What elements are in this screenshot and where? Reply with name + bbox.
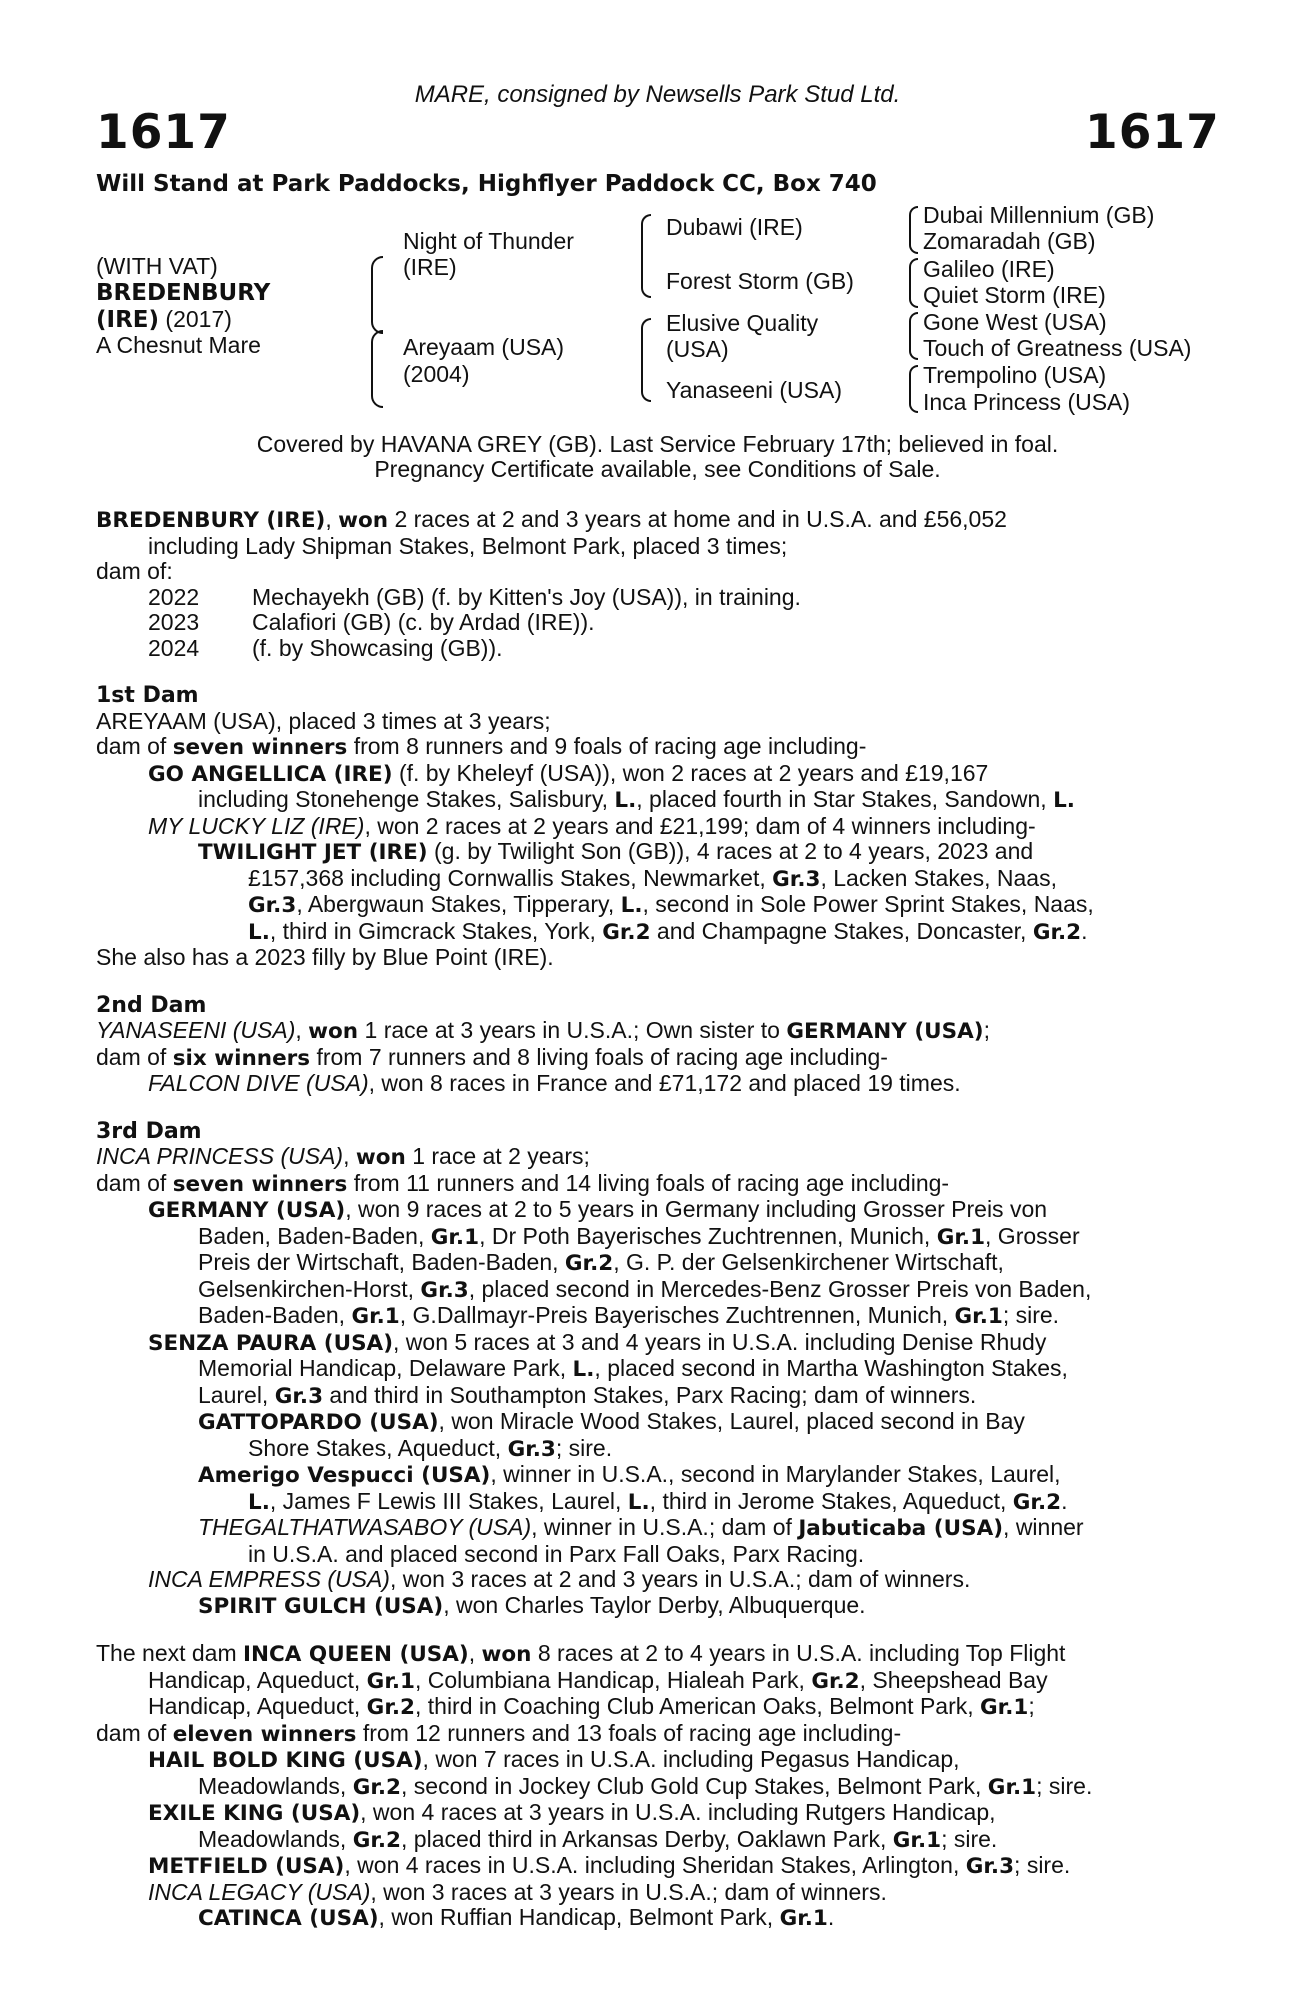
go-angellica-line: GO ANGELLICA (IRE) (f. by Kheleyf (USA)), won 2 races at 2 years and £19,167 xyxy=(148,759,989,787)
brace-dam-line xyxy=(641,318,651,402)
twilight-jet-line: TWILIGHT JET (IRE) (g. by Twilight Son (GB)), 4 races at 2 to 4 years, 2023 and xyxy=(198,838,1034,865)
ggs-4: Trempolino (USA) xyxy=(923,362,1107,388)
dam-of-label: dam of: xyxy=(96,558,173,584)
sire-dam: Forest Storm (GB) xyxy=(666,268,854,294)
brace-g2 xyxy=(909,258,918,308)
second-dam-line: YANASEENI (USA), won 1 race at 3 years in U.S.A.; Own sister to GERMANY (USA); xyxy=(96,1017,990,1044)
sire: Night of Thunder xyxy=(403,228,574,254)
first-dam-line: AREYAAM (USA), placed 3 times at 3 years; xyxy=(96,707,551,734)
horse-description: A Chesnut Mare xyxy=(96,332,261,358)
spirit-gulch-line: SPIRIT GULCH (USA), won Charles Taylor Derby, Albuquerque. xyxy=(198,1591,866,1619)
germany-cont-1: Baden, Baden-Baden, Gr.1, Dr Poth Bayerisches Zuchtrennen, Munich, Gr.1, Grosser xyxy=(198,1222,1080,1250)
hail-bold-king-line: HAIL BOLD KING (USA), won 7 races in U.S.A. including Pegasus Handicap, xyxy=(148,1746,960,1773)
second-dam-heading: 2nd Dam xyxy=(96,992,207,1018)
twilight-jet-cont-1: £157,368 including Cornwallis Stakes, Newmarket, Gr.3, Lacken Stakes, Naas, xyxy=(248,864,1057,892)
twilight-jet-cont-3: L., third in Gimcrack Stakes, York, Gr.2 and Champagne Stakes, Doncaster, Gr.2. xyxy=(248,917,1088,945)
amerigo-vespucci-cont: L., James F Lewis III Stakes, Laurel, L., third in Jerome Stakes, Aqueduct, Gr.2. xyxy=(248,1487,1068,1515)
dam-year: (2004) xyxy=(403,361,470,387)
senza-paura-line: SENZA PAURA (USA), won 5 races at 3 and 4 years in U.S.A. including Denise Rhudy xyxy=(148,1328,1047,1356)
sire-origin: (IRE) xyxy=(403,254,457,280)
first-dam-summary: dam of seven winners from 8 runners and 9 foals of racing age including- xyxy=(96,733,867,760)
dam-dam: Yanaseeni (USA) xyxy=(666,377,842,403)
thegalthatwasaboy-cont: in U.S.A. and placed second in Parx Fall Oaks, Parx Racing. xyxy=(248,1540,865,1567)
second-dam-summary: dam of six winners from 7 runners and 8 living foals of racing age including- xyxy=(96,1043,888,1071)
foal-text: Calafiori (GB) (c. by Ardad (IRE)). xyxy=(252,609,595,635)
section-gap xyxy=(96,1619,1208,1641)
dam: Areyaam (USA) xyxy=(403,334,565,360)
ggd-2: Quiet Storm (IRE) xyxy=(923,282,1106,308)
hail-bold-king-cont: Meadowlands, Gr.2, second in Jockey Club Gold Cup Stakes, Belmont Park, Gr.1; sire. xyxy=(198,1772,1093,1800)
twilight-jet-cont-2: Gr.3, Abergwaun Stakes, Tipperary, L., second in Sole Power Sprint Stakes, Naas, xyxy=(248,891,1094,918)
ggs-3: Gone West (USA) xyxy=(923,309,1107,335)
ggs-2: Galileo (IRE) xyxy=(923,256,1055,282)
go-angellica-cont: including Stonehenge Stakes, Salisbury, L., placed fourth in Star Stakes, Sandown, L. xyxy=(198,786,1075,813)
dam-sire-origin: (USA) xyxy=(666,336,729,362)
next-dam-cont-1: Handicap, Aqueduct, Gr.1, Columbiana Handicap, Hialeah Park, Gr.2, Sheepshead Bay xyxy=(148,1666,1048,1694)
germany-cont-3: Gelsenkirchen-Horst, Gr.3, placed second in Mercedes-Benz Grosser Preis von Baden, xyxy=(198,1275,1092,1303)
horse-name: BREDENBURY xyxy=(96,280,271,306)
stabling-location: Will Stand at Park Paddocks, Highflyer Paddock CC, Box 740 xyxy=(96,171,877,197)
foal-year: 2024 xyxy=(148,634,200,661)
senza-paura-cont-2: Laurel, Gr.3 and third in Southampton Stakes, Parx Racing; dam of winners. xyxy=(198,1381,977,1409)
ggd-3: Touch of Greatness (USA) xyxy=(923,335,1192,361)
germany-line: GERMANY (USA), won 9 races at 2 to 5 years in Germany including Grosser Preis von xyxy=(148,1196,1048,1223)
next-dam-cont-2: Handicap, Aqueduct, Gr.2, third in Coaching Club American Oaks, Belmont Park, Gr.1; xyxy=(148,1693,1035,1720)
metfield-line: METFIELD (USA), won 4 races in U.S.A. including Sheridan Stakes, Arlington, Gr.3; sire. xyxy=(148,1852,1071,1879)
brace-dam xyxy=(371,330,383,408)
brace-g1 xyxy=(909,206,918,254)
thegalthatwasaboy-line: THEGALTHATWASABOY (USA), winner in U.S.A.; dam of Jabuticaba (USA), winner xyxy=(198,1514,1084,1541)
exile-king-line: EXILE KING (USA), won 4 races at 3 years in U.S.A. including Rutgers Handicap, xyxy=(148,1799,996,1826)
brace-g4 xyxy=(909,365,918,413)
catinca-line: CATINCA (USA), won Ruffian Handicap, Belmont Park, Gr.1. xyxy=(198,1904,835,1931)
produce-record: BREDENBURY (IRE), won 2 races at 2 and 3 years at home and in U.S.A. and £56,052 xyxy=(96,506,1007,533)
germany-cont-2: Preis der Wirtschaft, Baden-Baden, Gr.2, G. P. der Gelsenkirchener Wirtschaft, xyxy=(198,1249,1004,1276)
next-dam-summary: dam of eleven winners from 12 runners and 13 foals of racing age including- xyxy=(96,1719,902,1747)
brace-sire-line xyxy=(641,214,651,298)
first-dam-heading: 1st Dam xyxy=(96,683,199,708)
my-lucky-liz-line: MY LUCKY LIZ (IRE), won 2 races at 2 years and £21,199; dam of 4 winners including- xyxy=(148,812,1036,839)
third-dam-heading: 3rd Dam xyxy=(96,1118,202,1144)
foal-year: 2022 xyxy=(148,583,200,610)
covering-line-2: Pregnancy Certificate available, see Conditions of Sale. xyxy=(374,456,941,482)
brace-g3 xyxy=(909,312,918,360)
exile-king-cont: Meadowlands, Gr.2, placed third in Arkansas Derby, Oaklawn Park, Gr.1; sire. xyxy=(198,1825,998,1853)
ggs-1: Dubai Millennium (GB) xyxy=(923,202,1155,228)
produce-record-cont: including Lady Shipman Stakes, Belmont Park, placed 3 times; xyxy=(148,532,788,559)
senza-paura-cont-1: Memorial Handicap, Delaware Park, L., placed second in Martha Washington Stakes, xyxy=(198,1355,1068,1382)
brace-sire xyxy=(371,256,383,334)
sire-sire: Dubawi (IRE) xyxy=(666,214,803,240)
foal-text: Mechayekh (GB) (f. by Kitten's Joy (USA)), in training. xyxy=(252,583,801,610)
covering-line-1: Covered by HAVANA GREY (GB). Last Service February 17th; believed in foal. xyxy=(256,431,1059,457)
ggd-4: Inca Princess (USA) xyxy=(923,389,1131,415)
produce-list xyxy=(148,585,1208,662)
gattopardo-line: GATTOPARDO (USA), won Miracle Wood Stakes, Laurel, placed second in Bay xyxy=(198,1408,1025,1435)
inca-legacy-line: INCA LEGACY (USA), won 3 races at 3 years in U.S.A.; dam of winners. xyxy=(148,1878,887,1905)
foal-text: (f. by Showcasing (GB)). xyxy=(252,634,503,661)
covering-note xyxy=(0,432,1315,482)
gattopardo-cont: Shore Stakes, Aqueduct, Gr.3; sire. xyxy=(248,1434,613,1462)
third-dam-line: INCA PRINCESS (USA), won 1 race at 2 years; xyxy=(96,1143,590,1170)
lot-number-left: 1617 xyxy=(96,105,231,160)
vat-label: (WITH VAT) xyxy=(96,253,218,279)
lot-number-right: 1617 xyxy=(1085,105,1220,160)
next-dam-line: The next dam INCA QUEEN (USA), won 8 races at 2 to 4 years in U.S.A. including Top Flight xyxy=(96,1640,1066,1667)
falcon-dive-line: FALCON DIVE (USA), won 8 races in France and £71,172 and placed 19 times. xyxy=(148,1070,961,1096)
first-dam-also: She also has a 2023 filly by Blue Point (IRE). xyxy=(96,944,554,970)
third-dam-summary: dam of seven winners from 11 runners and 14 living foals of racing age including- xyxy=(96,1169,950,1197)
amerigo-vespucci-line: Amerigo Vespucci (USA), winner in U.S.A., second in Marylander Stakes, Laurel, xyxy=(198,1461,1061,1488)
inca-empress-line: INCA EMPRESS (USA), won 3 races at 2 and 3 years in U.S.A.; dam of winners. xyxy=(148,1566,971,1592)
consignor-line: MARE, consigned by Newsells Park Stud Ltd. xyxy=(414,81,901,108)
foal-year: 2023 xyxy=(148,609,200,635)
ggd-1: Zomaradah (GB) xyxy=(923,228,1096,254)
dam-sire: Elusive Quality xyxy=(666,310,819,336)
horse-origin-year: (IRE) (2017) xyxy=(96,306,232,333)
catalogue-body xyxy=(96,507,1208,1932)
germany-cont-4: Baden-Baden, Gr.1, G.Dallmayr-Preis Bayerisches Zuchtrennen, Munich, Gr.1; sire. xyxy=(198,1302,1060,1329)
